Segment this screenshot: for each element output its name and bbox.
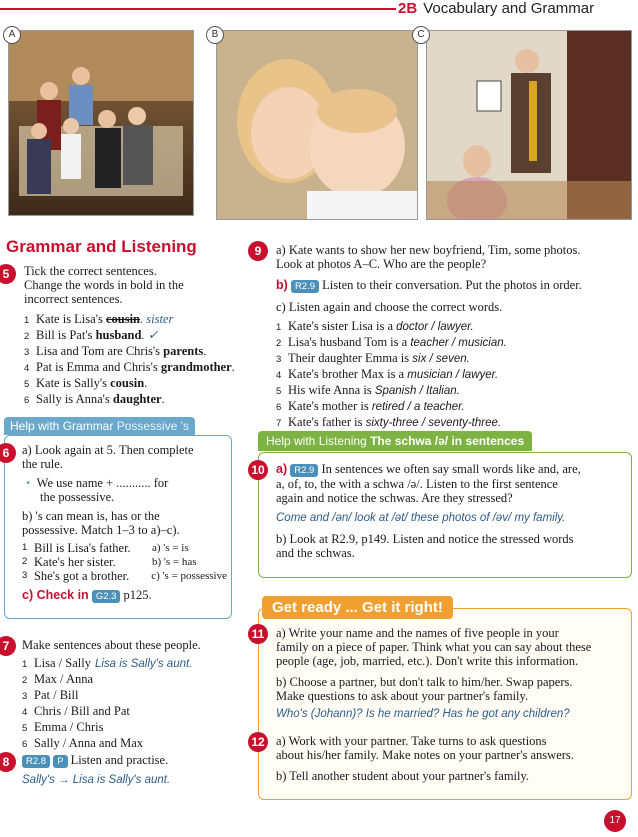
sentence-end: . xyxy=(231,360,235,374)
match-sentence: Kate's her sister. xyxy=(34,555,116,569)
exercise-7 xyxy=(22,638,232,752)
ex5-sentence xyxy=(24,312,234,328)
people-pair: Max / Anna xyxy=(34,672,94,686)
sentence-end: . sister xyxy=(140,312,174,326)
ex9-choice-list xyxy=(276,319,626,431)
ex7-item xyxy=(22,672,232,688)
ex12-b-line: b) Tell another student about your partner's family. xyxy=(276,769,530,783)
match-sentence: She's got a brother. xyxy=(33,569,130,583)
ex10-a-line-3: again and notice the schwas. Are they stressed? xyxy=(276,491,513,505)
ex7-item xyxy=(22,736,232,752)
word-choice: doctor / lawyer. xyxy=(396,321,474,333)
help-listening-tab xyxy=(258,431,532,451)
bold-word: parents xyxy=(163,344,204,358)
word-choice: retired / a teacher. xyxy=(371,401,465,413)
sentence-text: Kate's mother is xyxy=(288,399,372,413)
word-choice: teacher / musician. xyxy=(410,337,507,349)
item-number: 4 xyxy=(22,707,28,718)
ex5-instruction-2: Change the words in bold in the xyxy=(24,278,184,292)
get-ready-title: Get ready ... Get it right! xyxy=(262,596,453,619)
item-number: 5 xyxy=(24,379,30,390)
children-photo-illustration xyxy=(217,31,417,219)
item-number: 2 xyxy=(22,675,28,686)
ex6-b-line-1: b) 's can mean is, has or the xyxy=(22,509,160,523)
match-option: c) 's = possessive xyxy=(151,570,227,582)
ex9-item xyxy=(276,367,626,383)
ex6-b-line-2: possessive. Match 1–3 to a)–c). xyxy=(22,523,180,537)
ex6-match-row xyxy=(22,555,227,569)
match-option: b) 's = has xyxy=(152,556,197,568)
photo-c-label: C xyxy=(412,26,430,44)
item-number: 6 xyxy=(22,739,28,750)
bold-word: grandmother xyxy=(160,360,232,374)
ex11-a-line-1: a) Write your name and the names of five people in your xyxy=(276,626,559,640)
exercise-9-number: 9 xyxy=(248,241,268,261)
item-number: 5 xyxy=(276,386,282,397)
page-number: 17 xyxy=(604,810,626,832)
ex10-b-line-1: b) Look at R2.9, p149. Listen and notice the stressed words xyxy=(276,532,574,546)
ex6-rule-line-1: • We use name + ........... for xyxy=(26,476,169,490)
exercise-5-number: 5 xyxy=(0,264,16,284)
ex9-item xyxy=(276,383,626,399)
ex9-item xyxy=(276,399,626,415)
exercise-12-number: 12 xyxy=(248,732,268,752)
ex9-a-line-2: Look at photos A–C. Who are the people? xyxy=(276,257,487,271)
item-number: 3 xyxy=(24,347,30,358)
help-grammar-label: Help with Grammar xyxy=(10,419,114,433)
ex9-item xyxy=(276,415,626,431)
ex5-sentence xyxy=(24,328,234,344)
sentence-text: Kate's sister Lisa is a xyxy=(288,319,397,333)
ex10-example: Come and /ən/ look at /ət/ these photos of /əv/ my family. xyxy=(276,512,566,524)
sentence-end: . ✓ xyxy=(141,328,159,342)
exercise-8 xyxy=(22,753,232,787)
ex6-match-row xyxy=(22,569,227,583)
ex5-sentence xyxy=(24,360,234,376)
photo-b-label: B xyxy=(206,26,224,44)
item-number: 6 xyxy=(24,395,30,406)
photo-a xyxy=(8,30,194,216)
sentence-text: Sally is Anna's xyxy=(36,392,113,406)
ex7-item xyxy=(22,720,232,736)
ex6-match-list xyxy=(22,541,227,583)
people-pair: Chris / Bill and Pat xyxy=(34,704,130,718)
ex8-instruction: R2.8 P Listen and practise. xyxy=(22,753,232,768)
family-photo-illustration xyxy=(9,31,193,215)
item-number: 3 xyxy=(22,691,28,702)
ex9-b-line: b) R2.9 Listen to their conversation. Put the photos in order. xyxy=(276,278,582,292)
item-number: 4 xyxy=(24,363,30,374)
ex10-a-line-2: a, of, to, the with a schwa /ə/. Listen to the first sentence xyxy=(276,477,558,491)
item-number: 1 xyxy=(22,659,28,670)
ex7-instruction: Make sentences about these people. xyxy=(22,638,201,652)
r29-reference: R2.9 xyxy=(291,280,319,293)
sentence-text: His wife Anna is xyxy=(288,383,375,397)
exercise-8-number: 8 xyxy=(0,752,16,772)
ex10-a-line-1: a) R2.9 In sentences we often say small words like and, are, xyxy=(276,462,581,476)
ex11-b-line-1: b) Choose a partner, but don't talk to him/her. Swap papers. xyxy=(276,675,573,689)
sentence-text: Lisa's husband Tom is a xyxy=(288,335,411,349)
ex6-a-line-1: a) Look again at 5. Then complete xyxy=(22,443,194,457)
exercise-11 xyxy=(276,626,626,721)
ex9-item xyxy=(276,319,626,335)
sentence-end: . xyxy=(203,344,207,358)
sentence-text: Pat is Emma and Chris's xyxy=(36,360,161,374)
ex7-item xyxy=(22,656,232,672)
item-number: 5 xyxy=(22,723,28,734)
exercise-6-number: 6 xyxy=(0,443,16,463)
ex9-item xyxy=(276,351,626,367)
bold-word: cousin xyxy=(105,312,140,326)
exercise-12 xyxy=(276,734,626,783)
item-number: 1 xyxy=(22,542,28,553)
item-number: 3 xyxy=(276,354,282,365)
unit-code: 2B xyxy=(398,0,418,17)
ex6-match-row xyxy=(22,541,227,555)
item-number: 2 xyxy=(276,338,282,349)
ex5-instruction-1: Tick the correct sentences. xyxy=(24,264,157,278)
bold-word: husband xyxy=(95,328,142,342)
ex5-sentence xyxy=(24,392,234,408)
word-choice: sixty-three / seventy-three. xyxy=(365,417,502,429)
word-choice: Spanish / Italian. xyxy=(374,385,460,397)
ex12-a-line-1: a) Work with your partner. Take turns to ask questions xyxy=(276,734,547,748)
exercise-9 xyxy=(276,243,626,431)
ex12-a-line-2: about his/her family. Make notes on your partner's answers. xyxy=(276,748,574,762)
match-option: a) 's = is xyxy=(152,542,189,554)
sentence-end: . xyxy=(144,376,148,390)
item-number: 1 xyxy=(276,322,282,333)
word-choice: six / seven. xyxy=(412,353,470,365)
help-grammar-tab xyxy=(4,417,195,435)
ex9-a-line-1: a) Kate wants to show her new boyfriend, Tim, some photos. xyxy=(276,243,581,257)
people-pair: Emma / Chris xyxy=(34,720,104,734)
ex5-sentence-list xyxy=(24,312,234,408)
ex11-b-line-2: Make questions to ask about your partner's family. xyxy=(276,689,529,703)
example-answer: Lisa is Sally's aunt. xyxy=(94,658,193,670)
pronunciation-reference: P xyxy=(53,755,67,768)
item-number: 2 xyxy=(24,331,30,342)
exercise-11-number: 11 xyxy=(248,624,268,644)
sentence-text: Kate is Lisa's xyxy=(36,312,106,326)
item-number: 7 xyxy=(276,418,282,429)
sentence-text: Kate's father is xyxy=(288,415,366,429)
sentence-text: Kate's brother Max is a xyxy=(288,367,408,381)
exercise-5 xyxy=(24,264,234,408)
ex11-b-examples: Who's (Johann)? Is he married? Has he got any children? xyxy=(276,708,570,720)
ex6-a-line-2: the rule. xyxy=(22,457,63,471)
item-number: 2 xyxy=(22,556,28,567)
ex6-c-line: c) Check in G2.3 p125. xyxy=(22,588,152,602)
r28-reference: R2.8 xyxy=(22,755,50,768)
bold-word: daughter xyxy=(112,392,162,406)
r29-reference-2: R2.9 xyxy=(290,464,318,477)
photo-b xyxy=(216,30,418,220)
ex6-rule-line-2: the possessive. xyxy=(40,490,115,504)
ex8-example: Sally's → Lisa is Sally's aunt. xyxy=(22,774,171,786)
sentence-end: . xyxy=(161,392,165,406)
exercise-10 xyxy=(276,462,626,560)
grammar-section-title: Grammar and Listening xyxy=(6,237,197,256)
header-rule xyxy=(0,8,396,10)
photo-c xyxy=(426,30,632,220)
ex7-item xyxy=(22,704,232,720)
ex9-c-line: c) Listen again and choose the correct words. xyxy=(276,300,503,314)
ex10-b-line-2: and the schwas. xyxy=(276,546,355,560)
help-grammar-topic: Possessive 's xyxy=(116,419,190,433)
bold-word: cousin xyxy=(110,376,145,390)
photo-a-label: A xyxy=(3,26,21,44)
exercise-6 xyxy=(22,443,227,603)
item-number: 3 xyxy=(22,570,28,581)
item-number: 4 xyxy=(276,370,282,381)
help-listening-label: Help with Listening xyxy=(266,434,367,448)
sentence-text: Kate is Sally's xyxy=(36,376,111,390)
sentence-text: Bill is Pat's xyxy=(36,328,96,342)
unit-title: Vocabulary and Grammar xyxy=(423,0,595,17)
ex5-instruction-3: incorrect sentences. xyxy=(24,292,123,306)
ex5-sentence xyxy=(24,376,234,392)
saxophone-photo-illustration xyxy=(427,31,631,219)
exercise-7-number: 7 xyxy=(0,636,16,656)
item-number: 6 xyxy=(276,402,282,413)
sentence-text: Their daughter Emma is xyxy=(288,351,413,365)
word-choice: musician / lawyer. xyxy=(407,369,499,381)
ex11-a-line-3: people (age, job, married, etc.). Don't write this information. xyxy=(276,654,579,668)
ex7-people-list xyxy=(22,656,232,752)
ex9-item xyxy=(276,335,626,351)
people-pair: Pat / Bill xyxy=(34,688,79,702)
ex11-a-line-2: family on a piece of paper. Think what you can say about these xyxy=(276,640,592,654)
exercise-10-number: 10 xyxy=(248,460,268,480)
page-header xyxy=(398,0,594,17)
sentence-text: Lisa and Tom are Chris's xyxy=(36,344,164,358)
help-listening-topic: The schwa /ə/ in sentences xyxy=(370,434,525,448)
people-pair: Sally / Anna and Max xyxy=(34,736,144,750)
item-number: 1 xyxy=(24,315,30,326)
ex5-sentence xyxy=(24,344,234,360)
ex7-item xyxy=(22,688,232,704)
match-sentence: Bill is Lisa's father. xyxy=(34,541,131,555)
g23-reference: G2.3 xyxy=(92,590,121,603)
people-pair: Lisa / Sally xyxy=(34,656,91,670)
